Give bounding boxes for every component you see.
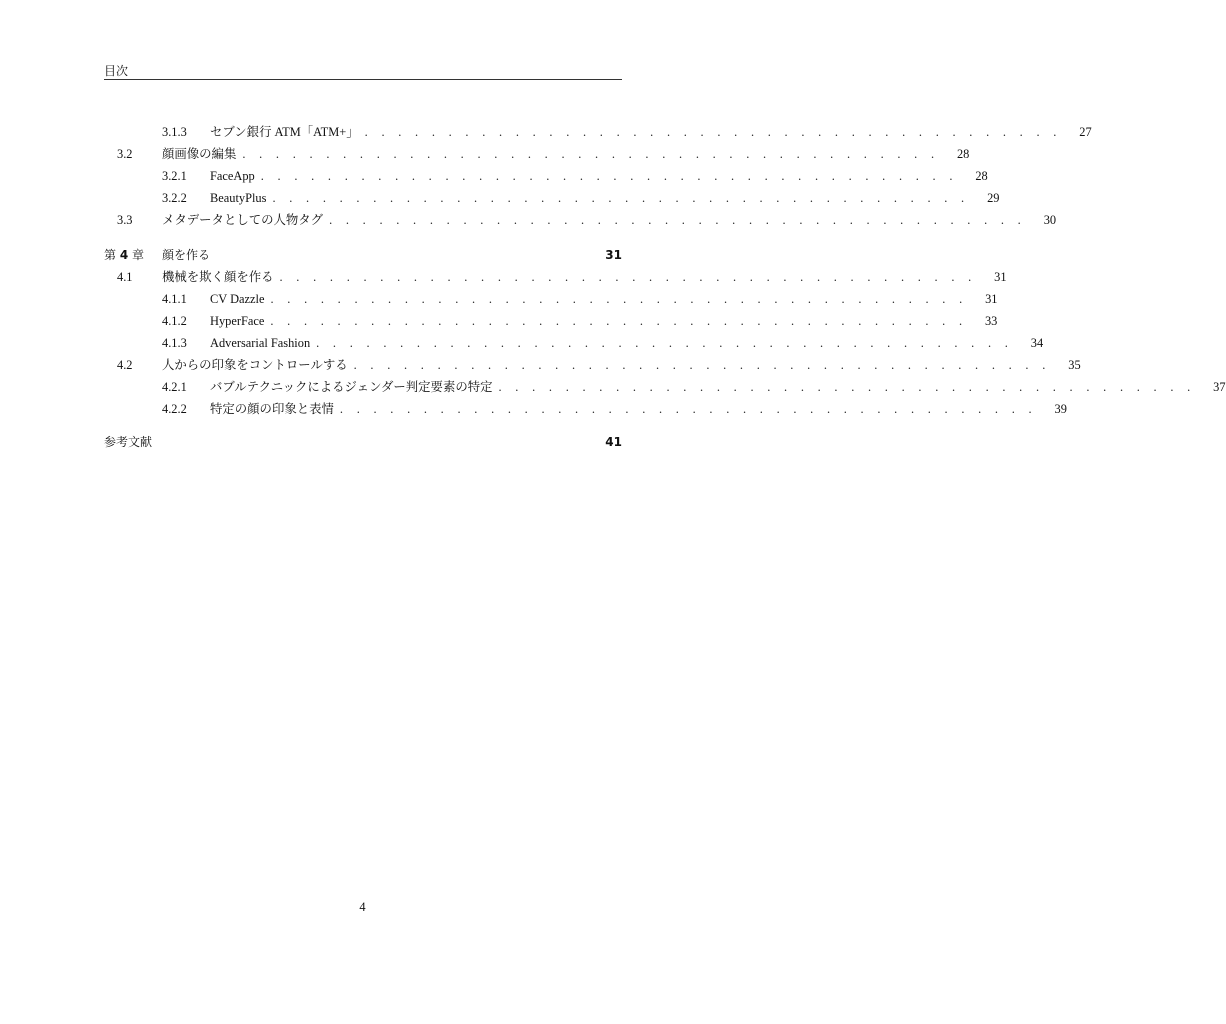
toc-entry-title: セブン銀行 ATM「ATM+」 bbox=[210, 125, 359, 139]
toc-entry-page: 29 bbox=[987, 191, 1000, 205]
toc-entry-3-3[interactable] bbox=[104, 211, 1057, 229]
toc-entry-4-2[interactable] bbox=[104, 356, 1081, 374]
dot-leader: . . . . . . . . . . . . . . . . . . . . . . . . . . . . . . . . . . . . . . . . . . bbox=[329, 213, 1027, 227]
toc-entry-4-1-1[interactable] bbox=[104, 290, 998, 308]
toc-references[interactable] bbox=[104, 433, 622, 451]
toc-entry-number: 4.2.1 bbox=[162, 380, 187, 394]
toc-chapter-page: 31 bbox=[605, 248, 622, 262]
toc-entry-title: メタデータとしての人物タグ bbox=[162, 213, 324, 227]
dot-leader: . . . . . . . . . . . . . . . . . . . . . . . . . . . . . . . . . . . . . . . . . . bbox=[270, 292, 968, 306]
dot-leader: . . . . . . . . . . . . . . . . . . . . . . . . . . . . . . . . . . . . . . . . . . bbox=[364, 125, 1062, 139]
toc-entry-3-1-3[interactable] bbox=[104, 123, 1092, 141]
toc-entry-4-2-1[interactable] bbox=[104, 378, 1226, 396]
toc-entry-4-2-2[interactable] bbox=[104, 400, 1067, 418]
dot-leader: . . . . . . . . . . . . . . . . . . . . . . . . . . . . . . . . . . . . . . . . . . bbox=[242, 147, 940, 161]
dot-leader: . . . . . . . . . . . . . . . . . . . . . . . . . . . . . . . . . . . . . . . . . . bbox=[498, 380, 1196, 394]
toc-entry-number: 4.2 bbox=[117, 358, 133, 372]
toc-entry-number: 3.3 bbox=[117, 213, 133, 227]
toc-entry-title: 顔画像の編集 bbox=[162, 147, 237, 161]
toc-entry-page: 27 bbox=[1079, 125, 1092, 139]
dot-leader: . . . . . . . . . . . . . . . . . . . . . . . . . . . . . . . . . . . . . . . . . . bbox=[270, 314, 968, 328]
toc-entry-title: Adversarial Fashion bbox=[210, 336, 311, 350]
toc-entry-3-2-1[interactable] bbox=[104, 167, 988, 185]
toc-references-title: 参考文献 bbox=[104, 435, 153, 449]
dot-leader: . . . . . . . . . . . . . . . . . . . . . . . . . . . . . . . . . . . . . . . . . . bbox=[353, 358, 1051, 372]
toc-entry-number: 3.2 bbox=[117, 147, 133, 161]
toc-entry-number: 3.1.3 bbox=[162, 125, 187, 139]
toc-entry-title: 特定の顔の印象と表情 bbox=[210, 402, 334, 416]
running-header bbox=[104, 64, 622, 80]
toc-entry-page: 33 bbox=[984, 314, 998, 328]
dot-leader: . . . . . . . . . . . . . . . . . . . . . . . . . . . . . . . . . . . . . . . . . . bbox=[260, 169, 958, 183]
toc-chapter-4[interactable] bbox=[104, 246, 622, 264]
toc-entry-page: 37 bbox=[1213, 380, 1226, 394]
toc-chapter-title: 顔を作る bbox=[162, 248, 211, 262]
toc-entry-4-1[interactable] bbox=[104, 268, 1007, 286]
toc-entry-4-1-2[interactable] bbox=[104, 312, 998, 330]
toc-entry-page: 35 bbox=[1068, 358, 1081, 372]
toc-entry-page: 31 bbox=[985, 292, 998, 306]
dot-leader: . . . . . . . . . . . . . . . . . . . . . . . . . . . . . . . . . . . . . . . . . . bbox=[339, 402, 1037, 416]
page-number: 4 bbox=[359, 900, 366, 914]
toc-entry-page: 39 bbox=[1054, 402, 1067, 416]
chapter-number-value: 4 bbox=[119, 248, 129, 262]
toc-entry-number: 4.1.2 bbox=[162, 314, 187, 328]
toc-entry-title: 人からの印象をコントロールする bbox=[162, 358, 348, 372]
toc-entry-title: BeautyPlus bbox=[210, 191, 267, 205]
dot-leader: . . . . . . . . . . . . . . . . . . . . . . . . . . . . . . . . . . . . . . . . . . bbox=[272, 191, 970, 205]
toc-chapter-number bbox=[104, 246, 144, 264]
toc-entry-page: 28 bbox=[975, 169, 988, 183]
dot-leader: . . . . . . . . . . . . . . . . . . . . . . . . . . . . . . . . . . . . . . . . . . bbox=[316, 336, 1014, 350]
toc-entry-number: 4.1.3 bbox=[162, 336, 187, 350]
chapter-number-suffix: 章 bbox=[132, 248, 145, 262]
toc-entry-page: 34 bbox=[1030, 336, 1044, 350]
toc-entry-title: CV Dazzle bbox=[210, 292, 265, 306]
running-header-title: 目次 bbox=[104, 64, 129, 78]
chapter-number-prefix: 第 bbox=[104, 248, 117, 262]
toc-entry-number: 3.2.1 bbox=[162, 169, 187, 183]
toc-entry-number: 3.2.2 bbox=[162, 191, 187, 205]
toc-entry-3-2[interactable] bbox=[104, 145, 970, 163]
toc-entry-4-1-3[interactable] bbox=[104, 334, 1044, 352]
toc-entry-number: 4.1 bbox=[117, 270, 133, 284]
toc-entry-title: 機械を欺く顔を作る bbox=[162, 270, 274, 284]
toc-entry-page: 28 bbox=[956, 147, 970, 161]
toc-entry-3-2-2[interactable] bbox=[104, 189, 1000, 207]
toc-entry-page: 30 bbox=[1043, 213, 1057, 227]
toc-references-page: 41 bbox=[605, 435, 622, 449]
toc-entry-page: 31 bbox=[994, 270, 1007, 284]
toc-entry-title: FaceApp bbox=[210, 169, 255, 183]
toc-entry-number: 4.2.2 bbox=[162, 402, 187, 416]
dot-leader: . . . . . . . . . . . . . . . . . . . . . . . . . . . . . . . . . . . . . . . . . . bbox=[279, 270, 977, 284]
toc-entry-title: バブルテクニックによるジェンダー判定要素の特定 bbox=[210, 380, 493, 394]
toc-entry-title: HyperFace bbox=[210, 314, 265, 328]
toc-entry-number: 4.1.1 bbox=[162, 292, 187, 306]
